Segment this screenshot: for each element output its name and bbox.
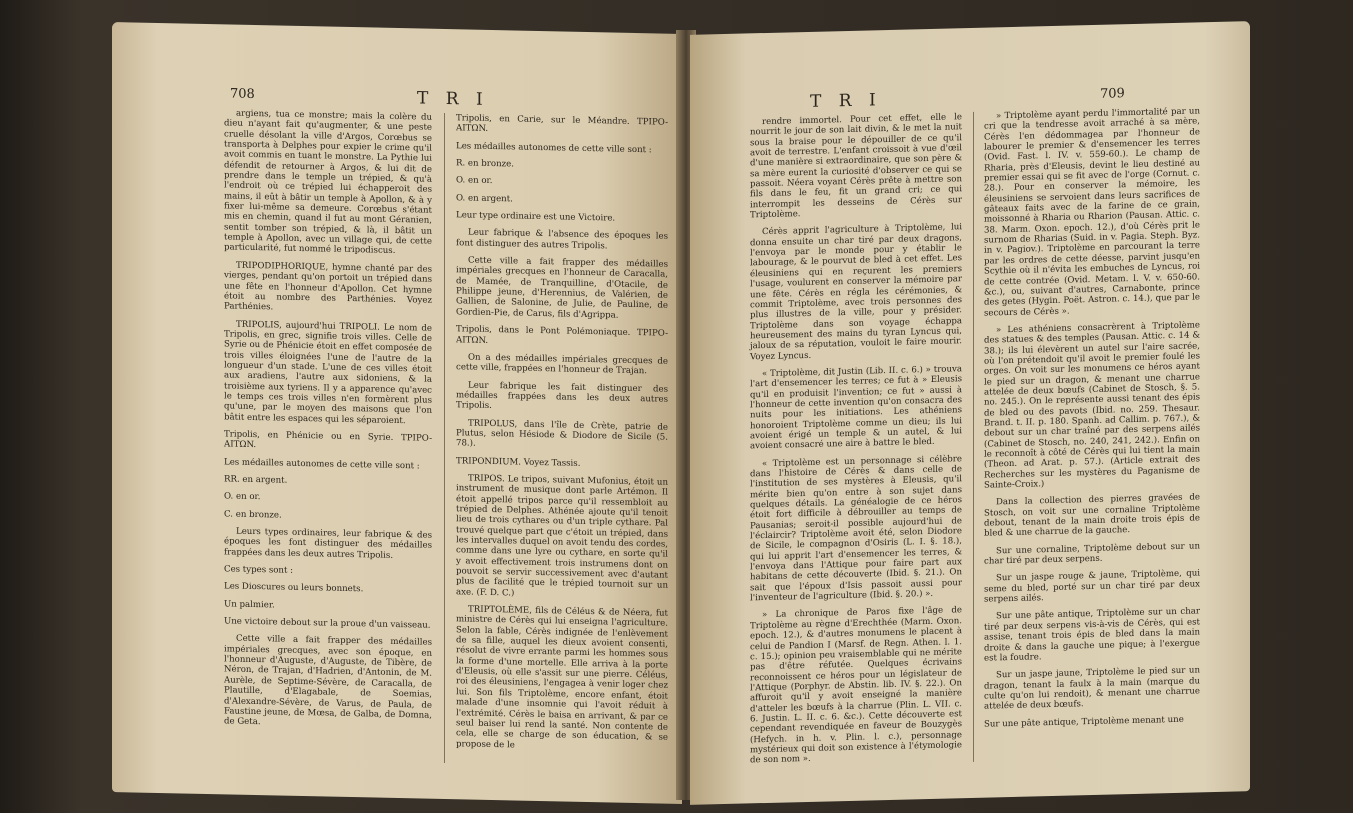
paragraph: O. en argent. (456, 192, 513, 205)
paragraph: Les Dioscures ou leurs bonnets. (224, 581, 364, 595)
paragraph: Sur un jaspe rouge & jaune, Triptolème, qui seme du bled, porté sur un char tiré par deux serpens ailés. (984, 568, 1200, 605)
paragraph: Cérès apprit l'agriculture à Triptolème, lui donna ensuite un char tiré par deux dragons, l'envoya par le monde pour y établir le labourage, & le pourvut de bled à cet effet. Les éleusiniens qui en reçurent les premiers l'usage, voulurent en conserver la mémoire par une fête. Cérès en régla les cérémonies, & commit Triptolème, avec trois personnes des plus illustres de la ville, pour y présider. Triptolème dans son voyage échappa heureusement des mains du tyran Lyncus qui, jaloux de sa réputation, vouloit le faire mourir. Voyez Lyncus. (750, 222, 962, 362)
paragraph: TRIPOLUS, dans l'île de Crète, patrie de Plutus, selon Hésiode & Diodore de Sicile (5. 78.). (456, 418, 668, 449)
paragraph: TRIPTOLÈME, fils de Céléus & de Néera, fut ministre de Cérès qui lui enseigna l'agriculture. Selon la fable, Cérès indignée de l'enlèvement de sa fille, auquel les dieux avoient consenti, résolut de vivre errante parmi les hommes sous la forme d'une mortelle. Elle arriva à la porte d'Eleusis, où elle s'assit sur une pierre. Céléus, roi des éleusiniens, l'engagea à venir loger chez lui. Son fils Triptolème, encore enfant, étoit malade d'une insomnie qui l'avoit réduit à l'extrémité. Cérès le baisa en arrivant, & par ce seul baiser lui rend la santé. Non contente de cela, elle se charge de son éducation, & se propose de le (456, 604, 668, 750)
paragraph: Leur fabrique les fait distinguer des médailles frappées dans les deux autres Tripolis. (456, 380, 668, 412)
paragraph: TRIPOS. Le tripos, suivant Mufonius, étoit un instrument de musique dont parle Artémon. Il étoit appellé tripos parce qu'il ressembloit au trépied de Delphes. Athénée ajoute qu'il tenoit lieu de trois cythares ou d'un triple cythare. Pal trouvé quelque part que c'étoit un trépied, dans les intervalles duquel on avoit tendu des cordes, comme dans une lyre ou cythare, en sorte qu'il y avoit effectivement trois instrumens dont on pouvoit se servir successivement avec d'autant plus de facilité que le trépied tournoit sur un axe. (F. D. C.) (456, 473, 668, 599)
paragraph: Une victoire debout sur la proue d'un vaisseau. (224, 616, 431, 631)
paragraph: « Triptolème est un personnage si célèbre dans l'histoire de Cérès & dans celle de l'institution de ses mystères à Eleusis, qu'il mérite bien qu'on entre à son sujet dans quelques détails. La généalogie de ce héros étoit fort difficile à débrouiller au temps de Pausanias; seroit-il possible aujourd'hui de l'éclaircir? Triptolème avoit été, selon Diodore de Sicile, le compagnon d'Osiris (L. I. §. 18.), qui lui apprit l'art d'ensemencer les terres, & l'envoya dans l'Attique pour faire part aux habitans de cette découverte (Ibid. §. 21.). On sait que l'époux d'Isis passoit aussi pour l'inventeur de l'agriculture (Ibid. §. 20.) ». (750, 453, 962, 604)
paragraph: R. en bronze. (456, 158, 514, 170)
left-column-1 (224, 108, 432, 738)
paragraph: Cette ville a fait frapper des médailles impériales grecques, avec son époque, en l'honneur d'Auguste, d'Auguste, de Tibère, de Néron, de Trajan, d'Hadrien, d'Antonin, de M. Aurèle, de Septime-Sévère, de Caracalla, de Plautille, d'Elagabale, de Soemias, d'Alexandre-Sévère, de Varus, de Paula, de Faustine jeune, de Mœsa, de Galba, de Domna, de Geta. (224, 634, 432, 728)
paragraph: On a des médailles impériales grecques de cette ville, frappées en l'honneur de Trajan. (456, 352, 668, 377)
column-divider (973, 112, 974, 762)
paragraph: » Les athéniens consacrèrent à Triptolème des statues & des temples (Pausan. Attic. c. 14 & 38.); ils lui élevèrent un autel sur l'aire sacrée, où l'on prétendoit qu'il avoit le premier foulé les orges. On voit sur les monumens ce héros ayant le pied sur un dragon, & menant une charrue attelée de deux bœufs (Cabinet de Stosch, §. 5. no. 245.). On le représente aussi tenant des épis de bled ou des pavots (Ibid. no. 259. Thesaur. Brand. t. II. p. 180. Spanh. ad Callim. p. 767.), & debout sur un char traîné par des serpens ailés (Cabinet de Stosch, no. 240, 241, 242.). Enfin on le reconnoît à côté de Cérès qui lui tient la main (Theon. ad Arat. p. 57.). (Article extrait des Recherches sur les mystères du Paganisme de Sainte-Croix.) (984, 320, 1200, 491)
paragraph: Sur une cornaline, Triptolème debout sur un char tiré par deux serpens. (984, 541, 1200, 567)
paragraph: TRIPODIPHORIQUE, hymne chanté par des vierges, pendant qu'on portoit un trépied dans une fête en l'honneur d'Apollon. Cet hymne étoit au nombre des Parthénies. Voyez Parthénies. (224, 260, 432, 313)
paragraph: argiens, tua ce monstre; mais la colère du dieu n'ayant fait qu'augmenter, & une peste cruelle désolant la ville d'Argos, Corœbus se transporta à Delphes pour expier le crime qu'il avoit commis en tuant le monstre. La Pythie lui défendit de retourner à Argos, & lui dit de prendre dans le temple un trépied, & qu'à l'endroit où ce trépied lui échapperoit des mains, il eût à bâtir un temple à Apollon, & à y fixer lui-même sa demeure. Corœbus s'étant mis en chemin, quand il fut au mont Géranien, sentit tomber son trépied, & là, il bâtit un temple à Apollon, avec un village qui, de cette particularité, fut nommé le tripodiscus. (224, 108, 432, 257)
paragraph: Tripolis, en Carie, sur le Méandre. TPIPO-AITΩN. (456, 113, 668, 135)
paragraph: Leur fabrique & l'absence des époques les font distinguer des autres Tripolis. (456, 227, 668, 252)
paragraph: Sur un jaspe jaune, Triptolème le pied sur un dragon, tenant la faulx à la main (marque du culte qu'on lui rendoit), & menant une charrue attelée de deux bœufs. (984, 665, 1200, 712)
paragraph: Leurs types ordinaires, leur fabrique & des époques les font distinguer des médailles frappées dans les deux autres Tripolis. (224, 526, 432, 561)
paragraph: » Triptolème ayant perdu l'immortalité par un cri que la tendresse avoit arraché à sa mère, Cérès l'en dédommagea par l'honneur de labourer le premier & d'ensemencer les terres (Ovid. Fast. l. IV. v. 559-60.). Le champ de Rharia, près d'Eleusis, devint le lieu destiné au premier essai qui se fit avec de l'orge (Cornut. c. 28.). Pour en conserver la mémoire, les éleusiniens se servoient dans leurs sacrifices de gâteaux faits avec de la farine de ce grain, moissonné à Rharia ou Rharion (Pausan. Attic. c. 38. Marm. Oxon. epoch. 12.), d'où Cérès prit le surnom de Rharias (Suid. in v. Pagia. Steph. Byz. in v. Pagiov.). Triptolème en parcourant la terre par les ordres de cette déesse, parvint jusqu'en Scythie où il n'évita les embuches de Lyncus, roi de cette contrée (Ovid. Metam. l. V. v. 650-60. &c.), ou, suivant d'autres, Carnabonte, prince des getes (Hygin. Poët. Astron. c. 14.), que par le secours de Cérès ». (984, 106, 1200, 319)
paragraph: « Triptolème, dit Justin (Lib. II. c. 6.) » trouva l'art d'ensemencer les terres; ce fut à » Eleusis qu'il en produisit l'invention; ce fut » aussi à l'honneur de cette invention qu'on consacra des nuits pour les initiations. Les athéniens honoroient Triptolème comme un dieu; ils lui avoient érigé un temple & un autel, & lui avoient consacré une aire à battre le bled. (750, 364, 962, 452)
right-page (690, 21, 1250, 805)
left-page (112, 22, 682, 804)
paragraph: Un palmier. (224, 599, 275, 611)
paragraph: Cette ville a fait frapper des médailles impériales grecques en l'honneur de Caracalla, de Mamée, de Tranquilline, d'Otacile, de Philippe jeune, d'Herennius, de Valérien, de Gallien, de Salonine, de Julie, de Pauline, de Gordien-Pie, de Carus, fils d'Agrippa. (456, 255, 668, 321)
paragraph: Leur type ordinaire est une Victoire. (456, 210, 616, 224)
page-number: 709 (1100, 86, 1125, 102)
page-number: 708 (230, 86, 255, 103)
running-head: T R I (810, 90, 882, 112)
left-column-2 (456, 113, 668, 760)
paragraph: » La chronique de Paros fixe l'âge de Triptolème au règne d'Erechthée (Marm. Oxon. epoch. 12.), & d'autres monumens le placent à celui de Pandion I (Marsf. de Regn. Athen. l. 1. c. 15.); opinion peu vraisemblable qui ne mérite pas d'être réfutée. Quelques écrivains reconnoissent ce héros pour un législateur de l'Attique (Porphyr. de Abstin. lib. IV. §. 22.). On affuroit qu'il y avoit enseigné la manière d'atteler les bœufs à la charrue (Plin. L. VII. c. 6. Justin. L. II. c. 6. &c.). Cette découverte est cependant revendiquée en faveur de Bouzygès (Hefych. in h. v. Plin. l. c.), personnage mystérieux qui doit son existence à l'étymologie de son nom ». (750, 605, 962, 766)
paragraph: Sur une pâte antique, Triptolème menant une (984, 714, 1184, 730)
paragraph: TRIPONDIUM. Voyez Tassis. (456, 455, 581, 469)
paragraph: Sur une pâte antique, Triptolème sur un char tiré par deux serpens vis-à-vis de Cérès, qui est assise, tenant trois épis de bled dans la main droite & dans la gauche une pique; à l'exergue est la foudre. (984, 606, 1200, 664)
paragraph: C. en bronze. (224, 509, 282, 521)
running-head: T R I (417, 88, 489, 110)
column-divider (444, 113, 445, 763)
paragraph: Dans la collection des pierres gravées de Stosch, on voit sur une cornaline Triptolème debout, tenant de la main droite trois épis de bled & une charrue de la gauche. (984, 492, 1200, 540)
paragraph: Ces types sont : (224, 564, 294, 576)
paragraph: O. en or. (456, 175, 493, 187)
right-column-2 (984, 106, 1200, 736)
paragraph: RR. en argent. (224, 474, 288, 486)
paragraph: Tripolis, en Phénicie ou en Syrie. TPIPO-AITΩN. (224, 429, 432, 451)
paragraph: Les médailles autonomes de cette ville sont : (224, 457, 420, 472)
right-column-1 (750, 112, 962, 773)
paragraph: Les médailles autonomes de cette ville sont : (456, 140, 652, 156)
paragraph: Tripolis, dans le Pont Polémoniaque. TPIPO-AITΩN. (456, 324, 668, 346)
paragraph: O. en or. (224, 491, 261, 503)
paragraph: TRIPOLIS, aujourd'hui TRIPOLI. Le nom de Tripolis, en grec, signifie trois villes. Celle de Syrie ou de Phénicie étoit en effet composée de trois villes éloignées l'une de l'autre de la longueur d'un stade. L'une de ces villes étoit aux aradiens, l'autre aux sidoniens, & la troisième aux tyriens. Il y a apparence qu'avec le temps ces trois villes n'en formèrent plus qu'une, par le moyen des maisons que l'on bâtit entre les espaces qui les séparoient. (224, 319, 432, 426)
paragraph: rendre immortel. Pour cet effet, elle le nourrit le jour de son lait divin, & le met la nuit sous la braise pour le dépouiller de ce qu'il avoit de terrestre. L'enfant croissoit à vue d'œil d'une manière si extraordinaire, que son père & sa mère eurent la curiosité d'observer ce qui se passoit. Néera voyant Cérès prête à mettre son fils dans le feu, fit un grand cri; ce qui interrompit les desseins de Cérès sur Triptolème. (750, 112, 962, 221)
